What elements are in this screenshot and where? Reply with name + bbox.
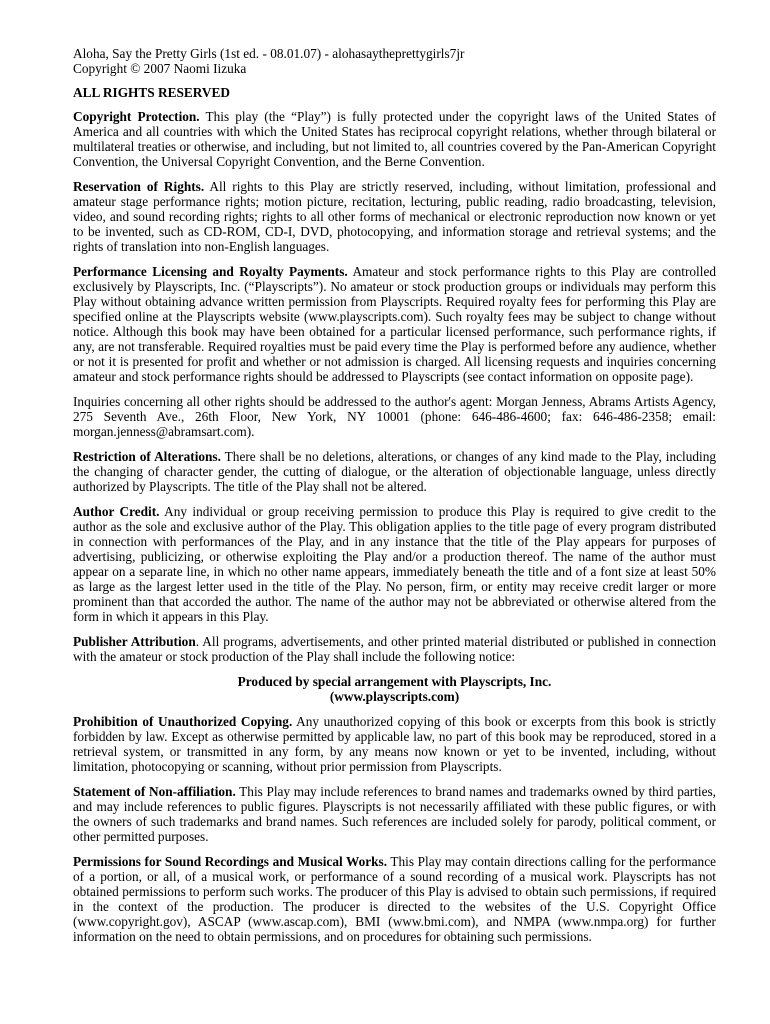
- all-rights-reserved-heading: ALL RIGHTS RESERVED: [73, 85, 230, 100]
- paragraph-heading: Author Credit.: [73, 504, 160, 519]
- copyright-line: Copyright © 2007 Naomi Iizuka: [73, 61, 247, 76]
- notice-line-2: (www.playscripts.com): [329, 689, 460, 704]
- publisher-notice: [73, 674, 716, 704]
- paragraph: [73, 179, 716, 254]
- paragraph-text: Inquiries concerning all other rights should be addressed to the author's agent: Morgan Jenness, Abrams Artists Agency, 275 Seventh Ave., 26th Floor, New York, NY 10001 (phone: 646-486-4600; fax: 646-486-2358; email: morgan.jenness@abramsart.com).: [73, 394, 716, 439]
- paragraph: [73, 634, 716, 664]
- paragraph-text: This Play may include references to brand names and trademarks owned by third parties, and may include references to public figures. Playscripts is not necessarily affiliated with these public figures, or with the owners of such trademarks and brand names. Such references are included solely for parody, political comment, or other permitted purposes.: [73, 784, 716, 844]
- paragraph-heading: Restriction of Alterations.: [73, 449, 221, 464]
- notice-line-1: Produced by special arrangement with Playscripts, Inc.: [237, 674, 552, 689]
- paragraph-text: Any unauthorized copying of this book or excerpts from this book is strictly forbidden by law. Except as otherwise permitted by applicable law, no part of this book may be reproduced, stored in a retrieval system, or transmitted in any form, by any means now known or yet to be invented, including, without limitation, photocopying or scanning, without prior permission from Playscripts.: [73, 714, 716, 774]
- paragraph-text: . All programs, advertisements, and other printed material distributed or published in connection with the amateur or stock production of the Play shall include the following notice:: [73, 634, 716, 664]
- paragraph-heading: Permissions for Sound Recordings and Musical Works.: [73, 854, 388, 869]
- title-line: Aloha, Say the Pretty Girls (1st ed. - 08.01.07) - alohasaytheprettygirls7jr: [73, 46, 465, 61]
- paragraph-text: Amateur and stock performance rights to this Play are controlled exclusively by Playscripts, Inc. (“Playscripts”). No amateur or stock production groups or individuals may perform this Play without obtaining advance written permission from Playscripts. Required royalty fees for performing this Play are specified online at the Playscripts website (www.playscripts.com). Such royalty fees may be subject to change without notice. Although this book may have been obtained for a particular licensed performance, such performance rights, if any, are not transferable. Required royalties must be paid every time the Play is performed before any audience, whether or not it is presented for profit and whether or not admission is charged. All licensing requests and inquiries concerning amateur and stock performance rights should be addressed to Playscripts (see contact information on opposite page).: [73, 264, 716, 384]
- paragraph-text: There shall be no deletions, alterations, or changes of any kind made to the Play, including the changing of character gender, the cutting of dialogue, or the alteration of objectionable language, unless directly authorized by Playscripts. The title of the Play shall not be altered.: [73, 449, 716, 494]
- paragraph-text: All rights to this Play are strictly reserved, including, without limitation, professional and amateur stage performance rights; motion picture, recitation, lecturing, public reading, radio broadcasting, television, video, and sound recording rights; rights to all other forms of mechanical or electronic reproduction now known or yet to be invented, such as CD-ROM, CD-I, DVD, photocopying, and information storage and retrieval systems; and the rights of translation into non-English languages.: [73, 179, 716, 254]
- paragraph: [73, 854, 716, 944]
- document-page: [73, 46, 716, 954]
- paragraph: [73, 449, 716, 494]
- paragraph: [73, 264, 716, 384]
- paragraph-heading: Publisher Attribution: [73, 634, 196, 649]
- paragraph-text: This Play may contain directions calling for the performance of a portion, or all, of a musical work, or performance of a sound recording of a musical work. Playscripts has not obtained permissions to perform such works. The producer of this Play is advised to obtain such permissions, if required in the context of the production. The producer is directed to the websites of the U.S. Copyright Office (www.copyright.gov), ASCAP (www.ascap.com), BMI (www.bmi.com), and NMPA (www.nmpa.org) for further information on the need to obtain permissions, and on procedures for obtaining such permissions.: [73, 854, 716, 944]
- paragraph: [73, 714, 716, 774]
- paragraph-text: Any individual or group receiving permission to produce this Play is required to give credit to the author as the sole and exclusive author of the Play. This obligation applies to the title page of every program distributed in connection with performances of the Play, and in any instance that the title of the Play appears for purposes of advertising, publicizing, or otherwise exploiting the Play and/or a production thereof. The name of the author must appear on a separate line, in which no other name appears, immediately beneath the title and of a font size at least 50% as large as the largest letter used in the title of the Play. No person, firm, or entity may receive credit larger or more prominent than that accorded the author. The name of the author may not be abbreviated or otherwise altered from the form in which it appears in this Play.: [73, 504, 716, 624]
- paragraph-text: This play (the “Play”) is fully protected under the copyright laws of the United States of America and all countries with which the United States has reciprocal copyright relations, whether through bilateral or multilateral treaties or otherwise, and including, but not limited to, all countries covered by the Pan-American Copyright Convention, the Universal Copyright Convention, and the Berne Convention.: [73, 109, 716, 169]
- paragraph: [73, 394, 716, 439]
- paragraph-heading: Copyright Protection.: [73, 109, 200, 124]
- paragraph-heading: Performance Licensing and Royalty Payments.: [73, 264, 348, 279]
- paragraph-heading: Statement of Non-affiliation.: [73, 784, 236, 799]
- paragraph: [73, 504, 716, 624]
- paragraph-heading: Reservation of Rights.: [73, 179, 205, 194]
- paragraph-heading: Prohibition of Unauthorized Copying.: [73, 714, 293, 729]
- paragraph: [73, 109, 716, 169]
- paragraph: [73, 784, 716, 844]
